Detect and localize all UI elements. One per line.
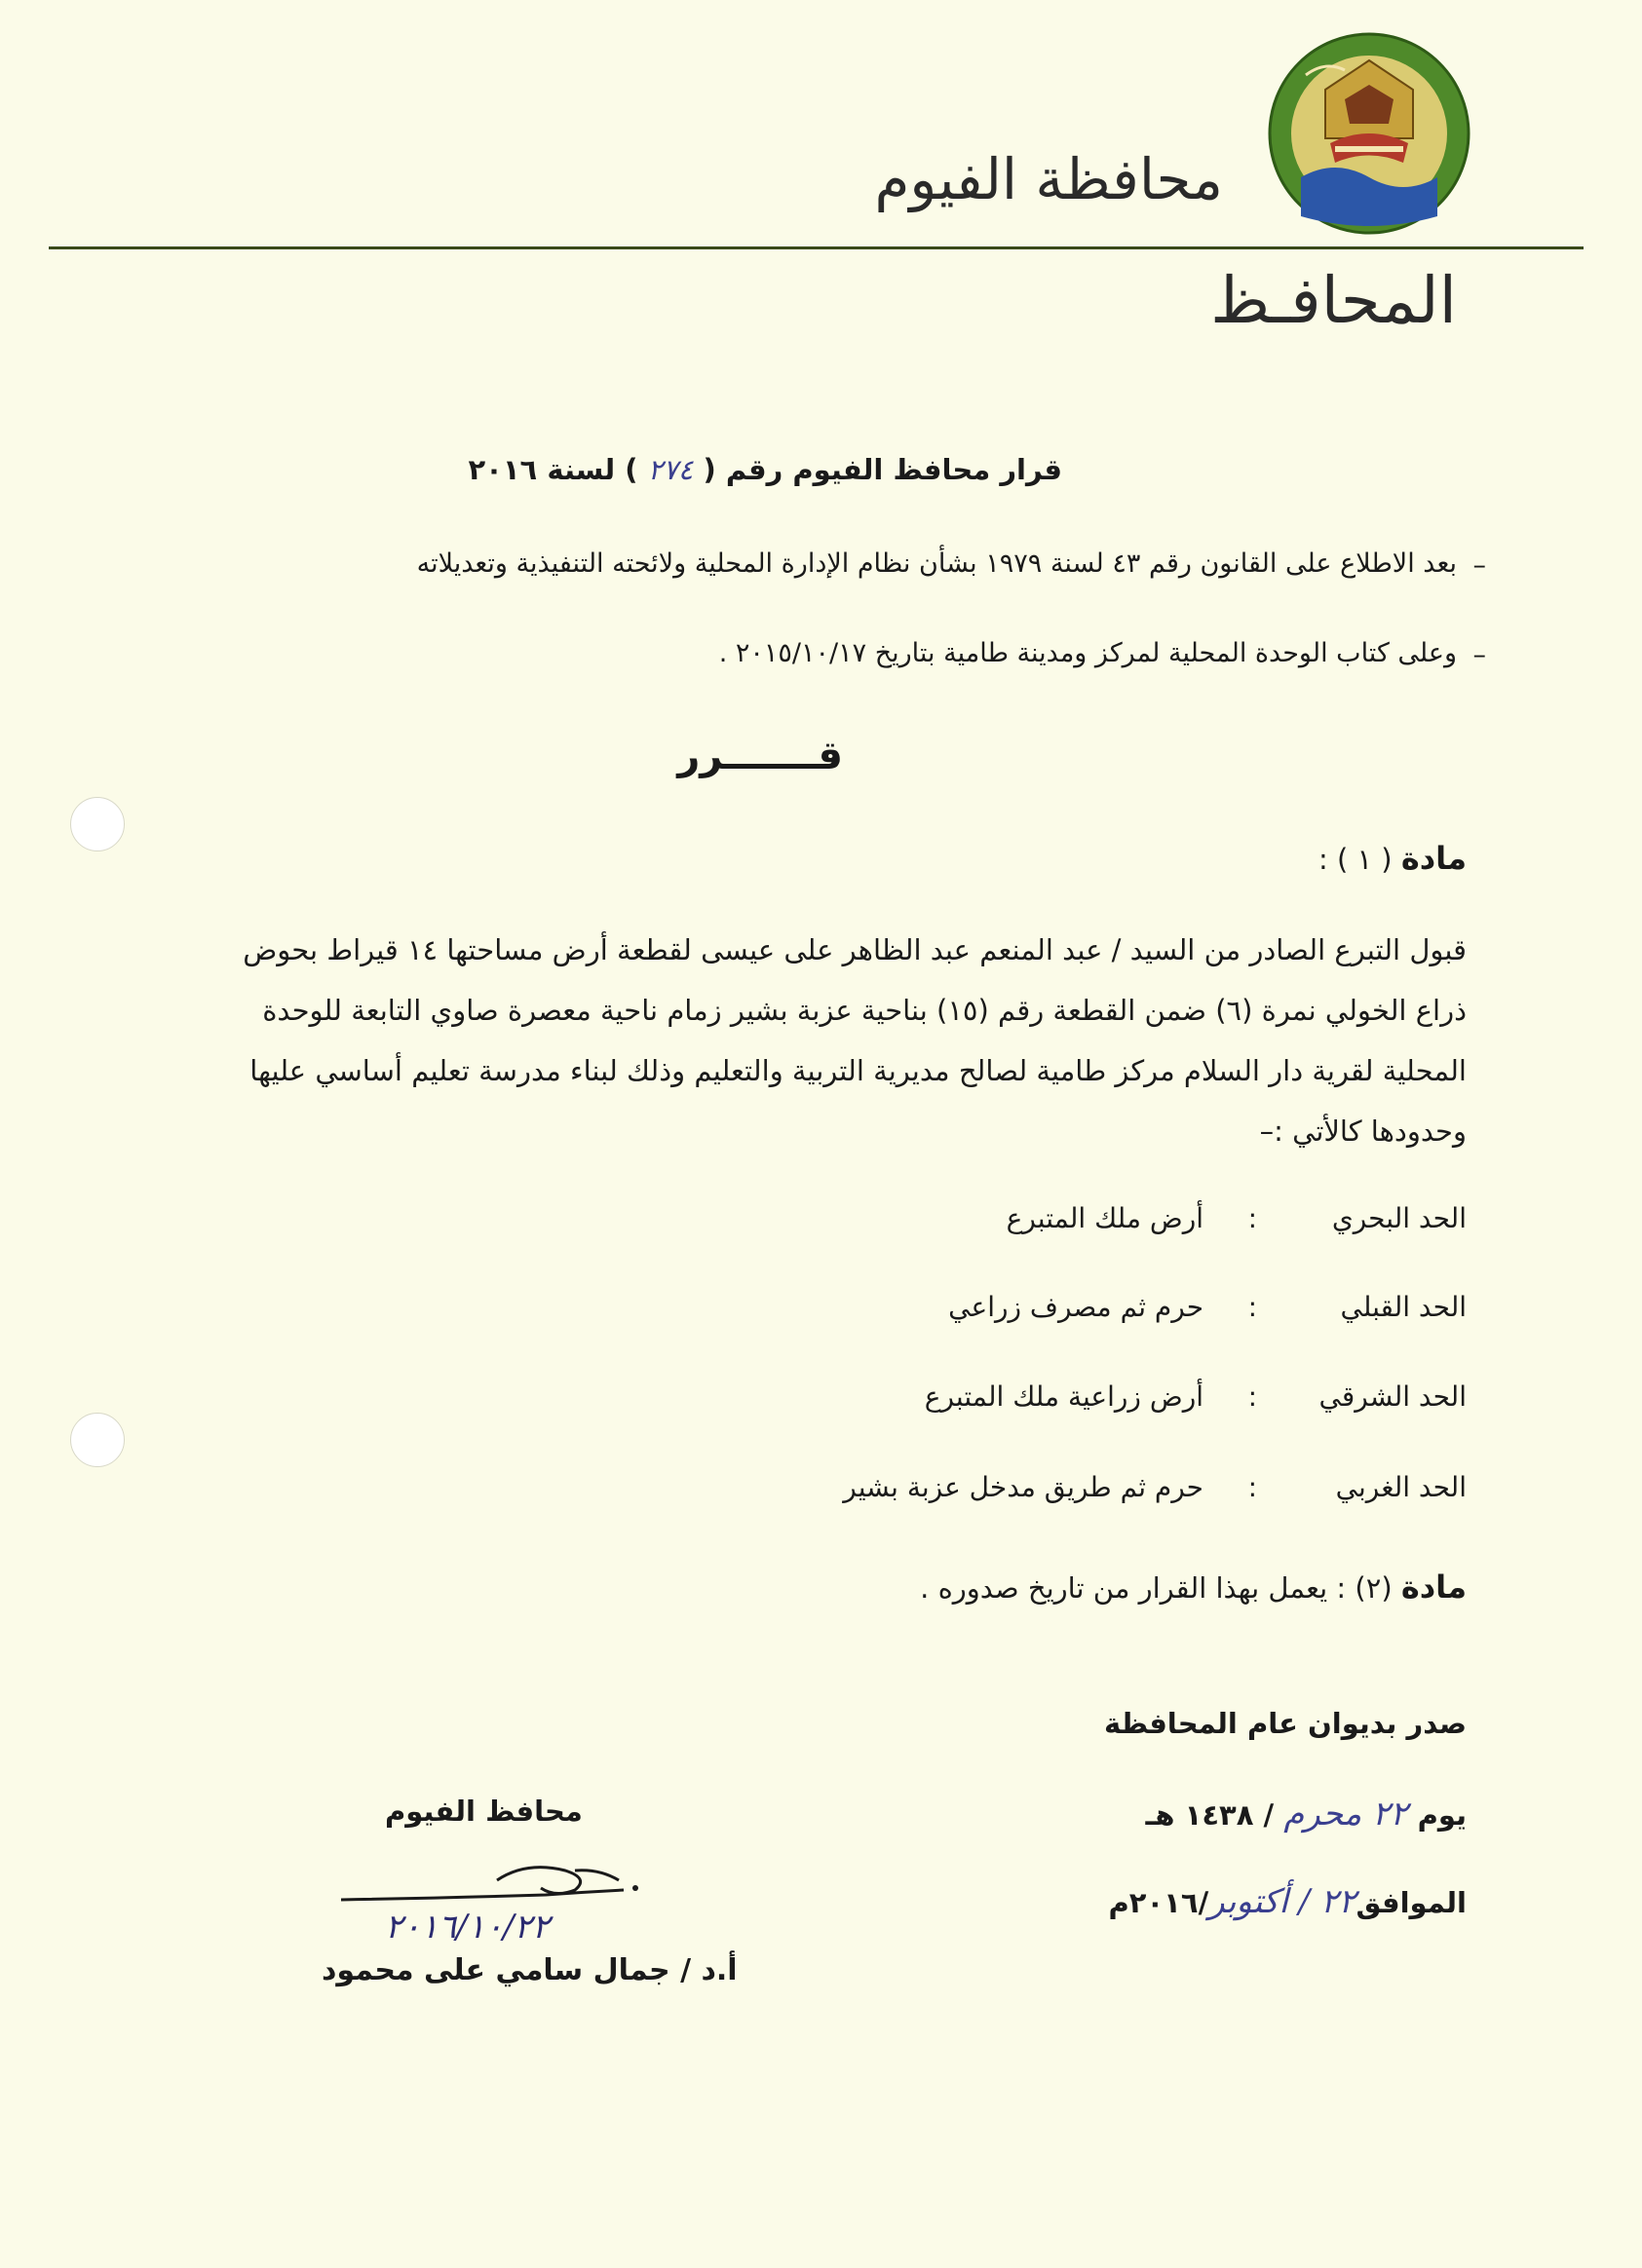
decides-heading: قـــــــرر — [677, 734, 843, 778]
boundary-value: حرم ثم طريق مدخل عزبة بشير — [843, 1471, 1203, 1503]
article-label: مادة — [1400, 1569, 1467, 1606]
boundary-label: الحد البحري — [1331, 1202, 1467, 1234]
preamble-dash: – — [1472, 640, 1486, 670]
decision-title-prefix: قرار محافظ الفيوم رقم — [725, 453, 1062, 486]
article-1-line: المحلية لقرية دار السلام مركز طامية لصالح مديرية التربية والتعليم وذلك لبناء مدرسة تعليم أساسي عليها — [249, 1054, 1467, 1087]
signatory-title: محافظ الفيوم — [385, 1795, 583, 1828]
decision-title-suffix: لسنة ٢٠١٦ — [468, 453, 616, 486]
article-2 — [920, 1569, 1467, 1606]
governorate-emblem-logo — [1267, 31, 1471, 236]
signatory-name: أ.د / جمال سامي على محمود — [322, 1953, 738, 1987]
article-1-line: ذراع الخولي نمرة (٦) ضمن القطعة رقم (١٥) بناحية عزبة بشير زمام ناحية معصرة صاوي التابعة للوحدة — [262, 994, 1467, 1027]
boundary-separator: : — [1247, 1380, 1257, 1413]
boundary-value: حرم ثم مصرف زراعي — [948, 1291, 1203, 1323]
boundary-label: الحد الشرقي — [1318, 1380, 1467, 1413]
preamble-dash: – — [1472, 550, 1486, 581]
issued-at: صدر بديوان عام المحافظة — [1103, 1707, 1467, 1740]
preamble-line: وعلى كتاب الوحدة المحلية لمركز ومدينة طامية بتاريخ ٢٠١٥/١٠/١٧ . — [718, 638, 1457, 668]
article-2-text: يعمل بهذا القرار من تاريخ صدوره . — [920, 1571, 1328, 1605]
boundary-separator: : — [1247, 1291, 1257, 1323]
boundary-value: أرض ملك المتبرع — [1006, 1202, 1203, 1234]
boundary-value: أرض زراعية ملك المتبرع — [924, 1380, 1203, 1413]
article-1-line: قبول التبرع الصادر من السيد / عبد المنعم عبد الظاهر على عيسى لقطعة أرض مساحتها ١٤ قيراط بحوض — [243, 933, 1467, 966]
governorate-name: محافظة الفيوم — [874, 146, 1223, 212]
article-label: مادة — [1400, 840, 1467, 877]
gregorian-date-handwritten: ٢٢ / أكتوبر — [1208, 1882, 1356, 1921]
article-1-line: وحدودها كالأتي :– — [1259, 1115, 1467, 1148]
decision-number-handwritten: ٢٧٤ — [647, 453, 694, 486]
gregorian-date: الموافق٢٢ / أكتوبر/٢٠١٦م — [1108, 1882, 1467, 1921]
boundary-separator: : — [1247, 1471, 1257, 1503]
boundary-label: الحد القبلي — [1340, 1291, 1467, 1323]
decision-title: قرار محافظ الفيوم رقم ( ٢٧٤ ) لسنة ٢٠١٦ — [468, 453, 1062, 486]
preamble-line: بعد الاطلاع على القانون رقم ٤٣ لسنة ١٩٧٩ بشأن نظام الإدارة المحلية ولائحته التنفيذية وتعديلاته — [416, 548, 1457, 579]
punch-hole — [70, 1413, 125, 1467]
header-divider — [49, 246, 1584, 249]
hijri-date-handwritten: ٢٢ محرم — [1283, 1795, 1408, 1833]
article-number: (٢) : — [1336, 1571, 1393, 1605]
article-number: ( ١ ) : — [1317, 843, 1393, 876]
boundary-label: الحد الغربي — [1335, 1471, 1467, 1503]
hijri-date: يوم ٢٢ محرم / ١٤٣٨ هـ — [1145, 1795, 1467, 1833]
punch-hole — [70, 797, 125, 851]
article-1-heading — [1318, 840, 1467, 877]
boundary-separator: : — [1247, 1202, 1257, 1234]
signature-date-handwritten: ٢٠١٦/١٠/٢٢ — [385, 1908, 551, 1947]
office-title: المحافـظ — [1210, 263, 1457, 338]
